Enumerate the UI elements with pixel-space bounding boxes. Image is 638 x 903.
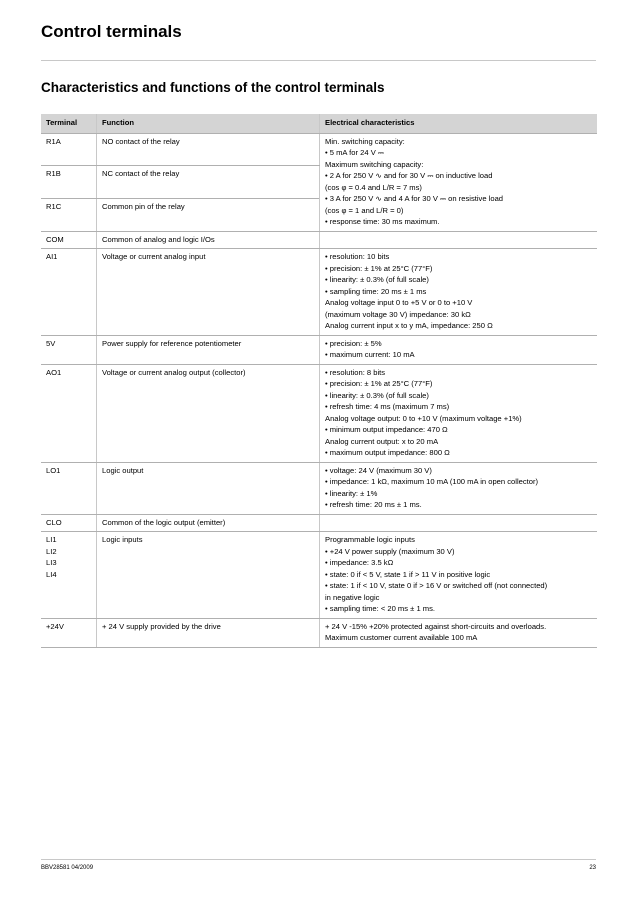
- electrical-line: • voltage: 24 V (maximum 30 V): [325, 465, 432, 475]
- terminal-cell: [41, 198, 97, 231]
- terminal-label: LI3: [46, 558, 57, 567]
- function-cell: NC contact of the relay: [97, 166, 320, 199]
- electrical-cell: [320, 462, 598, 514]
- electrical-line: • precision: ± 5%: [325, 338, 382, 348]
- terminal-label: LI2: [46, 546, 57, 556]
- terminal-label: R1C: [46, 201, 62, 211]
- terminal-label: AI1: [46, 252, 58, 261]
- terminal-cell: [41, 133, 97, 166]
- electrical-line: • impedance: 1 kΩ, maximum 10 mA (100 mA in open collector): [325, 477, 539, 486]
- table-row: [41, 618, 597, 647]
- electrical-line: • refresh time: 4 ms (maximum 7 ms): [325, 402, 450, 411]
- electrical-line: • maximum output impedance: 800 Ω: [325, 448, 450, 457]
- terminal-label: R1A: [46, 136, 61, 146]
- terminal-cell: [41, 618, 97, 647]
- terminal-label: CLO: [46, 517, 62, 527]
- electrical-line: (maximum voltage 30 V) impedance: 30 kΩ: [325, 309, 471, 319]
- electrical-line: Analog current input x to y mA, impedance: 250 Ω: [325, 321, 493, 330]
- electrical-line: • +24 V power supply (maximum 30 V): [325, 546, 455, 556]
- electrical-line: + 24 V -15% +20% protected against short-circuits and overloads.: [325, 621, 547, 631]
- footer-doc-ref: BBV28581 04/2009: [41, 865, 94, 871]
- function-cell: Logic inputs: [97, 532, 320, 619]
- function-cell: NO contact of the relay: [97, 133, 320, 166]
- electrical-cell: [320, 249, 598, 336]
- terminal-cell: [41, 335, 97, 364]
- electrical-line: • precision: ± 1% at 25°C (77°F): [325, 263, 433, 273]
- electrical-line: • linearity: ± 0.3% (of full scale): [325, 275, 429, 284]
- electrical-line: Analog voltage output: 0 to +10 V (maximum voltage +1%): [325, 413, 522, 423]
- table-row: [41, 249, 597, 336]
- electrical-cell: [320, 514, 598, 532]
- terminal-label: AO1: [46, 367, 62, 377]
- electrical-line: Analog voltage input 0 to +5 V or 0 to +10 V: [325, 298, 473, 307]
- electrical-line: Maximum customer current available 100 mA: [325, 633, 478, 642]
- function-cell: + 24 V supply provided by the drive: [97, 618, 320, 647]
- terminal-label: R1B: [46, 169, 61, 179]
- electrical-line: Maximum switching capacity:: [325, 159, 424, 169]
- electrical-line: • minimum output impedance: 470 Ω: [325, 425, 448, 434]
- electrical-line: in negative logic: [325, 592, 380, 602]
- electrical-line: • 5 mA for 24 V ⎓: [325, 148, 384, 157]
- table-row: [41, 133, 597, 166]
- terminal-label: LI4: [46, 569, 57, 579]
- electrical-line: • resolution: 8 bits: [325, 367, 386, 377]
- electrical-line: • state: 0 if < 5 V, state 1 if > 11 V in positive logic: [325, 569, 491, 579]
- table-row: [41, 514, 597, 532]
- terminal-label: +24V: [46, 621, 64, 631]
- page-title: Control terminals: [41, 22, 182, 41]
- footer-page-number: 23: [589, 865, 596, 871]
- terminal-cell: [41, 249, 97, 336]
- section-title: Characteristics and functions of the control terminals: [41, 80, 385, 95]
- table-row: [41, 532, 597, 619]
- function-cell: Voltage or current analog output (collector): [97, 364, 320, 462]
- terminal-cell: [41, 364, 97, 462]
- electrical-line: • 3 A for 250 V ∿ and 4 A for 30 V ⎓ on resistive load: [325, 194, 504, 203]
- electrical-cell: [320, 618, 598, 647]
- title-divider: [41, 60, 596, 61]
- terminal-label: 5V: [46, 338, 56, 348]
- function-cell: Logic output: [97, 462, 320, 514]
- electrical-line: • refresh time: 20 ms ± 1 ms.: [325, 500, 422, 509]
- electrical-cell: [320, 335, 598, 364]
- control-terminals-table: [41, 114, 597, 648]
- function-cell: Power supply for reference potentiometer: [97, 335, 320, 364]
- electrical-line: Programmable logic inputs: [325, 535, 415, 544]
- electrical-cell: [320, 133, 598, 231]
- table-row: [41, 231, 597, 249]
- table-row: [41, 364, 597, 462]
- electrical-line: Analog current output: x to 20 mA: [325, 436, 439, 446]
- footer-divider: [41, 859, 596, 860]
- electrical-line: (cos φ = 0.4 and L/R = 7 ms): [325, 182, 422, 192]
- function-cell: Common of the logic output (emitter): [97, 514, 320, 532]
- electrical-line: • precision: ± 1% at 25°C (77°F): [325, 379, 433, 388]
- terminal-label: LO1: [46, 465, 61, 475]
- header-terminal: Terminal: [41, 114, 97, 133]
- function-cell: Common pin of the relay: [97, 198, 320, 231]
- header-function: Function: [97, 114, 320, 133]
- electrical-line: • sampling time: < 20 ms ± 1 ms.: [325, 604, 436, 613]
- electrical-line: • sampling time: 20 ms ± 1 ms: [325, 286, 427, 296]
- electrical-line: • linearity: ± 1%: [325, 488, 378, 498]
- table-header-row: [41, 114, 597, 133]
- electrical-line: • impedance: 3.5 kΩ: [325, 558, 394, 567]
- table-row: [41, 462, 597, 514]
- terminal-label: COM: [46, 234, 64, 244]
- terminal-cell: [41, 462, 97, 514]
- electrical-line: • linearity: ± 0.3% (of full scale): [325, 390, 429, 400]
- electrical-line: • state: 1 if < 10 V, state 0 if > 16 V or switched off (not connected): [325, 581, 548, 590]
- header-electrical: Electrical characteristics: [320, 114, 598, 133]
- electrical-line: Min. switching capacity:: [325, 136, 405, 146]
- terminal-label: LI1: [46, 535, 57, 544]
- electrical-line: • 2 A for 250 V ∿ and for 30 V ⎓ on inductive load: [325, 171, 493, 180]
- electrical-cell: [320, 532, 598, 619]
- electrical-line: (cos φ = 1 and L/R = 0): [325, 205, 404, 215]
- terminal-cell: [41, 166, 97, 199]
- function-cell: Voltage or current analog input: [97, 249, 320, 336]
- terminal-cell: [41, 532, 97, 619]
- terminal-cell: [41, 231, 97, 249]
- function-cell: Common of analog and logic I/Os: [97, 231, 320, 249]
- electrical-cell: [320, 231, 598, 249]
- electrical-line: • maximum current: 10 mA: [325, 350, 415, 359]
- terminal-cell: [41, 514, 97, 532]
- electrical-line: • response time: 30 ms maximum.: [325, 217, 440, 226]
- table-row: [41, 335, 597, 364]
- electrical-cell: [320, 364, 598, 462]
- electrical-line: • resolution: 10 bits: [325, 252, 390, 261]
